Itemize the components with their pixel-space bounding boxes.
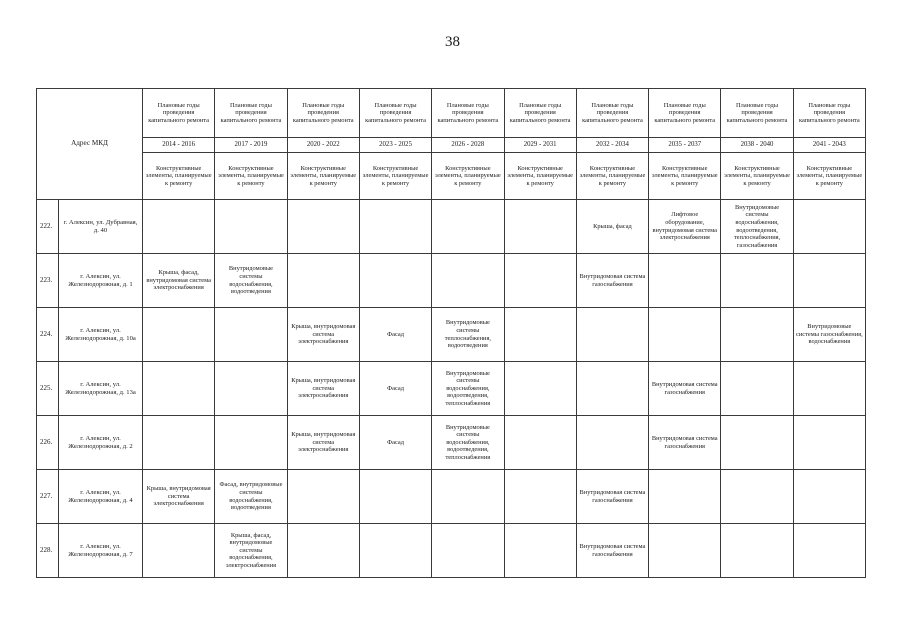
repair-cell <box>504 470 576 524</box>
repair-cell <box>721 524 793 578</box>
period-header: 2029 - 2031 <box>504 138 576 153</box>
repair-cell: Крыша, внутридомовая система электроснабжения <box>287 362 359 416</box>
repair-cell <box>576 362 648 416</box>
planned-years-header: Плановые годы проведения капитального ремонта <box>576 89 648 138</box>
planned-years-header: Плановые годы проведения капитального ремонта <box>649 89 721 138</box>
repair-cell <box>287 200 359 254</box>
repair-cell <box>359 470 431 524</box>
repair-cell: Фасад <box>359 308 431 362</box>
repair-cell <box>721 416 793 470</box>
elements-header: Конструктивные элементы, планируемые к ремонту <box>432 153 504 200</box>
planned-years-header: Плановые годы проведения капитального ремонта <box>215 89 287 138</box>
repair-cell <box>215 362 287 416</box>
repair-cell <box>649 524 721 578</box>
repair-cell: Фасад, внутридомовые системы водоснабжения, водоотведения <box>215 470 287 524</box>
repair-cell <box>504 362 576 416</box>
row-number: 227. <box>37 470 59 524</box>
planned-years-header: Плановые годы проведения капитального ремонта <box>721 89 793 138</box>
repair-cell: Внутридомовая система газоснабжения <box>576 470 648 524</box>
repair-cell <box>793 200 865 254</box>
repair-cell: Фасад <box>359 416 431 470</box>
row-address: г. Алексин, ул. Железнодорожная, д. 4 <box>59 470 143 524</box>
repair-cell <box>576 416 648 470</box>
repair-cell <box>793 416 865 470</box>
repair-cell <box>504 308 576 362</box>
period-header: 2035 - 2037 <box>649 138 721 153</box>
repair-cell <box>215 200 287 254</box>
repair-cell <box>793 254 865 308</box>
elements-header: Конструктивные элементы, планируемые к ремонту <box>576 153 648 200</box>
repair-cell <box>504 254 576 308</box>
repair-cell: Внутридомовые системы водоснабжения, водоотведения, теплоснабжения <box>432 362 504 416</box>
repair-cell: Внутридомовая система газоснабжения <box>576 254 648 308</box>
table-row <box>37 524 866 578</box>
elements-header: Конструктивные элементы, планируемые к ремонту <box>504 153 576 200</box>
repair-cell <box>359 524 431 578</box>
planned-years-header: Плановые годы проведения капитального ремонта <box>793 89 865 138</box>
header-row-periods <box>37 138 866 153</box>
row-number: 225. <box>37 362 59 416</box>
period-header: 2020 - 2022 <box>287 138 359 153</box>
repair-cell <box>721 254 793 308</box>
period-header: 2023 - 2025 <box>359 138 431 153</box>
period-header: 2026 - 2028 <box>432 138 504 153</box>
repair-cell <box>793 362 865 416</box>
table-header <box>37 89 866 200</box>
header-row-elements <box>37 153 866 200</box>
repair-cell <box>143 416 215 470</box>
elements-header: Конструктивные элементы, планируемые к ремонту <box>649 153 721 200</box>
elements-header: Конструктивные элементы, планируемые к ремонту <box>143 153 215 200</box>
capital-repair-table <box>36 88 866 578</box>
elements-header: Конструктивные элементы, планируемые к ремонту <box>721 153 793 200</box>
row-address: г. Алексин, ул. Железнодорожная, д. 2 <box>59 416 143 470</box>
repair-cell <box>143 200 215 254</box>
repair-cell <box>576 308 648 362</box>
repair-cell <box>504 524 576 578</box>
repair-cell: Крыша, внутридомовая система электроснабжения <box>287 308 359 362</box>
repair-cell: Внутридомовая система газоснабжения <box>576 524 648 578</box>
repair-cell <box>287 254 359 308</box>
row-address: г. Алексин, ул. Дубравная, д. 40 <box>59 200 143 254</box>
elements-header: Конструктивные элементы, планируемые к ремонту <box>359 153 431 200</box>
repair-cell: Внутридомовые системы водоснабжения, водоотведения, теплоснабжения <box>432 416 504 470</box>
repair-cell: Лифтовое оборудование, внутридомовая система электроснабжения <box>649 200 721 254</box>
repair-cell <box>649 254 721 308</box>
repair-cell <box>215 416 287 470</box>
repair-cell: Крыша, внутридомовая система электроснабжения <box>287 416 359 470</box>
repair-cell <box>793 524 865 578</box>
row-number: 222. <box>37 200 59 254</box>
repair-cell: Крыша, фасад, внутридомовые системы водоснабжения, электроснабжения <box>215 524 287 578</box>
repair-cell <box>721 362 793 416</box>
repair-cell: Внутридомовые системы водоснабжения, водоотведения <box>215 254 287 308</box>
repair-cell <box>721 308 793 362</box>
repair-cell <box>143 308 215 362</box>
repair-cell <box>649 470 721 524</box>
planned-years-header: Плановые годы проведения капитального ремонта <box>143 89 215 138</box>
repair-cell: Крыша, фасад <box>576 200 648 254</box>
table-body <box>37 200 866 578</box>
repair-cell: Крыша, внутридомовая система электроснабжения <box>143 470 215 524</box>
elements-header: Конструктивные элементы, планируемые к ремонту <box>215 153 287 200</box>
planned-years-header: Плановые годы проведения капитального ремонта <box>359 89 431 138</box>
row-address: г. Алексин, ул. Железнодорожная, д. 7 <box>59 524 143 578</box>
repair-cell <box>432 470 504 524</box>
table-row <box>37 308 866 362</box>
row-address: г. Алексин, ул. Железнодорожная, д. 13а <box>59 362 143 416</box>
row-number: 226. <box>37 416 59 470</box>
repair-cell <box>432 200 504 254</box>
repair-cell: Внутридомовые системы водоснабжения, водоотведения, теплоснабжения, газоснабжения <box>721 200 793 254</box>
repair-cell <box>721 470 793 524</box>
elements-header: Конструктивные элементы, планируемые к ремонту <box>793 153 865 200</box>
planned-years-header: Плановые годы проведения капитального ремонта <box>504 89 576 138</box>
repair-cell <box>504 416 576 470</box>
table-row <box>37 362 866 416</box>
period-header: 2014 - 2016 <box>143 138 215 153</box>
address-column-header: Адрес МКД <box>37 89 143 200</box>
repair-cell <box>143 524 215 578</box>
repair-cell <box>143 362 215 416</box>
repair-cell <box>359 200 431 254</box>
row-number: 228. <box>37 524 59 578</box>
period-header: 2038 - 2040 <box>721 138 793 153</box>
repair-cell <box>432 254 504 308</box>
elements-header: Конструктивные элементы, планируемые к ремонту <box>287 153 359 200</box>
page-number: 38 <box>445 34 460 50</box>
header-row-planned-years <box>37 89 866 138</box>
row-address: г. Алексин, ул. Железнодорожная, д. 10а <box>59 308 143 362</box>
table-row <box>37 200 866 254</box>
repair-cell <box>287 524 359 578</box>
repair-cell <box>287 470 359 524</box>
repair-cell: Внутридомовая система газоснабжения <box>649 416 721 470</box>
repair-cell: Внутридомовые системы теплоснабжения, водоотведения <box>432 308 504 362</box>
period-header: 2017 - 2019 <box>215 138 287 153</box>
period-header: 2032 - 2034 <box>576 138 648 153</box>
repair-cell: Внутридомовые системы газоснабжения, водоснабжения <box>793 308 865 362</box>
repair-cell: Фасад <box>359 362 431 416</box>
planned-years-header: Плановые годы проведения капитального ремонта <box>287 89 359 138</box>
table-row <box>37 416 866 470</box>
row-number: 224. <box>37 308 59 362</box>
row-number: 223. <box>37 254 59 308</box>
repair-cell <box>215 308 287 362</box>
repair-cell <box>359 254 431 308</box>
table-row <box>37 470 866 524</box>
repair-cell: Крыша, фасад, внутридомовая система электроснабжения <box>143 254 215 308</box>
row-address: г. Алексин, ул. Железнодорожная, д. 1 <box>59 254 143 308</box>
table-row <box>37 254 866 308</box>
repair-cell <box>432 524 504 578</box>
repair-cell: Внутридомовая система газоснабжения <box>649 362 721 416</box>
repair-cell <box>793 470 865 524</box>
repair-cell <box>504 200 576 254</box>
planned-years-header: Плановые годы проведения капитального ремонта <box>432 89 504 138</box>
period-header: 2041 - 2043 <box>793 138 865 153</box>
repair-cell <box>649 308 721 362</box>
